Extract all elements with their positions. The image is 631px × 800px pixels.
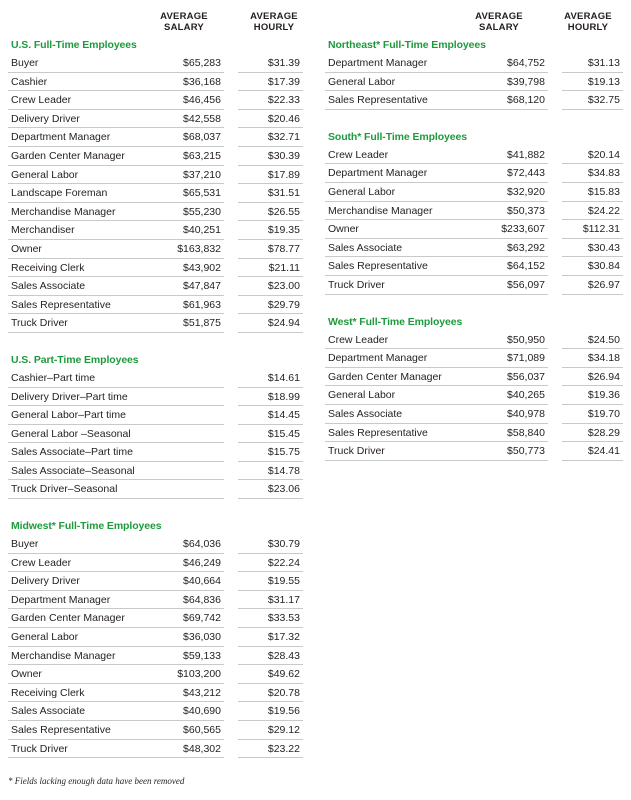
table-row	[325, 220, 623, 239]
table-row	[8, 462, 303, 481]
table-row	[325, 146, 623, 165]
table-row	[325, 239, 623, 258]
job-title-cell: Sales Representative	[325, 91, 491, 110]
midwest-table	[8, 535, 303, 758]
average-hourly-cell: $19.13	[562, 73, 623, 92]
table-row	[8, 147, 303, 166]
average-salary-cell: $64,036	[167, 535, 224, 554]
table-row	[8, 721, 303, 740]
average-hourly-cell: $21.11	[238, 259, 303, 278]
average-hourly-header: AVERAGE HOURLY	[564, 11, 612, 33]
average-salary-cell: $64,836	[167, 591, 224, 610]
job-title-cell: Truck Driver	[8, 314, 167, 333]
table-row	[8, 128, 303, 147]
average-salary-cell: $36,168	[167, 73, 224, 92]
average-salary-cell	[167, 480, 224, 499]
section-title-midwest: Midwest* Full-Time Employees	[11, 520, 162, 533]
average-hourly-cell: $15.75	[238, 443, 303, 462]
average-salary-cell	[167, 406, 224, 425]
average-hourly-cell: $15.45	[238, 425, 303, 444]
average-hourly-cell: $20.14	[562, 146, 623, 165]
us-full-time-table	[8, 54, 303, 333]
average-salary-header: AVERAGE SALARY	[160, 11, 208, 33]
job-title-cell: Receiving Clerk	[8, 684, 167, 703]
table-row	[8, 443, 303, 462]
job-title-cell: Truck Driver	[325, 276, 491, 295]
section-title-us-part-time: U.S. Part-Time Employees	[11, 353, 139, 366]
average-hourly-cell: $34.18	[562, 349, 623, 368]
average-hourly-cell: $24.50	[562, 331, 623, 350]
average-salary-cell: $36,030	[167, 628, 224, 647]
average-hourly-cell: $29.12	[238, 721, 303, 740]
west-table	[325, 331, 623, 461]
northeast-table	[325, 54, 623, 110]
table-row	[8, 554, 303, 573]
job-title-cell: Delivery Driver	[8, 110, 167, 129]
average-hourly-cell: $32.75	[562, 91, 623, 110]
average-hourly-cell: $31.51	[238, 184, 303, 203]
average-salary-cell	[167, 443, 224, 462]
table-row	[325, 164, 623, 183]
average-salary-cell: $47,847	[167, 277, 224, 296]
average-hourly-cell: $24.41	[562, 442, 623, 461]
average-hourly-cell: $30.43	[562, 239, 623, 258]
table-row	[8, 369, 303, 388]
job-title-cell: Landscape Foreman	[8, 184, 167, 203]
average-salary-cell: $37,210	[167, 166, 224, 185]
average-hourly-cell: $33.53	[238, 609, 303, 628]
average-salary-cell: $103,200	[167, 665, 224, 684]
job-title-cell: Cashier	[8, 73, 167, 92]
job-title-cell: Buyer	[8, 54, 167, 73]
average-hourly-cell: $31.13	[562, 54, 623, 73]
table-row	[8, 54, 303, 73]
table-row	[8, 684, 303, 703]
job-title-cell: Garden Center Manager	[8, 147, 167, 166]
section-title-west: West* Full-Time Employees	[328, 315, 463, 328]
table-row	[8, 314, 303, 333]
average-salary-cell: $32,920	[491, 183, 548, 202]
table-row	[8, 609, 303, 628]
table-row	[8, 110, 303, 129]
average-hourly-cell: $31.39	[238, 54, 303, 73]
job-title-cell: General Labor	[325, 183, 491, 202]
average-salary-cell	[167, 388, 224, 407]
average-hourly-cell: $22.24	[238, 554, 303, 573]
table-row	[8, 166, 303, 185]
table-row	[325, 73, 623, 92]
table-row	[8, 221, 303, 240]
average-salary-cell: $56,037	[491, 368, 548, 387]
table-row	[8, 388, 303, 407]
us-part-time-table	[8, 369, 303, 499]
table-row	[325, 331, 623, 350]
job-title-cell: Crew Leader	[325, 331, 491, 350]
job-title-cell: Receiving Clerk	[8, 259, 167, 278]
average-hourly-cell: $20.46	[238, 110, 303, 129]
average-hourly-cell: $23.22	[238, 740, 303, 759]
footnote: * Fields lacking enough data have been removed	[8, 776, 185, 786]
job-title-cell: Delivery Driver	[8, 572, 167, 591]
section-title-us-full-time: U.S. Full-Time Employees	[11, 39, 137, 51]
average-hourly-cell: $30.39	[238, 147, 303, 166]
job-title-cell: Sales Representative	[8, 721, 167, 740]
job-title-cell: Sales Associate	[8, 702, 167, 721]
average-salary-cell: $64,152	[491, 257, 548, 276]
table-row	[325, 386, 623, 405]
average-salary-cell: $68,037	[167, 128, 224, 147]
average-hourly-header: AVERAGE HOURLY	[250, 11, 298, 33]
job-title-cell: Cashier–Part time	[8, 369, 167, 388]
average-hourly-cell: $26.55	[238, 203, 303, 222]
average-salary-cell: $43,212	[167, 684, 224, 703]
job-title-cell: Garden Center Manager	[325, 368, 491, 387]
average-salary-cell: $69,742	[167, 609, 224, 628]
average-salary-cell: $46,456	[167, 91, 224, 110]
job-title-cell: Sales Representative	[8, 296, 167, 315]
table-row	[325, 91, 623, 110]
job-title-cell: Crew Leader	[8, 554, 167, 573]
average-salary-cell: $50,373	[491, 202, 548, 221]
average-salary-cell: $163,832	[167, 240, 224, 259]
table-row	[8, 296, 303, 315]
job-title-cell: Sales Associate–Seasonal	[8, 462, 167, 481]
average-salary-cell: $43,902	[167, 259, 224, 278]
job-title-cell: Buyer	[8, 535, 167, 554]
average-hourly-cell: $112.31	[562, 220, 623, 239]
average-salary-cell: $233,607	[491, 220, 548, 239]
job-title-cell: Department Manager	[8, 591, 167, 610]
table-row	[8, 535, 303, 554]
average-hourly-cell: $28.43	[238, 647, 303, 666]
table-row	[8, 480, 303, 499]
table-row	[8, 277, 303, 296]
job-title-cell: Sales Representative	[325, 424, 491, 443]
average-salary-cell: $40,251	[167, 221, 224, 240]
left-column	[8, 0, 303, 758]
average-salary-cell: $41,882	[491, 146, 548, 165]
average-salary-cell: $40,265	[491, 386, 548, 405]
average-hourly-cell: $22.33	[238, 91, 303, 110]
table-row	[8, 628, 303, 647]
job-title-cell: Department Manager	[8, 128, 167, 147]
right-column	[325, 0, 623, 461]
average-salary-cell: $65,283	[167, 54, 224, 73]
job-title-cell: Sales Representative	[325, 257, 491, 276]
table-row	[8, 647, 303, 666]
average-salary-cell: $40,664	[167, 572, 224, 591]
table-row	[8, 406, 303, 425]
table-row	[8, 259, 303, 278]
job-title-cell: General Labor	[325, 386, 491, 405]
table-row	[8, 184, 303, 203]
table-row	[325, 424, 623, 443]
job-title-cell: Truck Driver	[8, 740, 167, 759]
average-hourly-cell: $34.83	[562, 164, 623, 183]
table-row	[325, 257, 623, 276]
average-hourly-cell: $19.70	[562, 405, 623, 424]
average-hourly-cell: $78.77	[238, 240, 303, 259]
job-title-cell: Merchandise Manager	[8, 203, 167, 222]
table-row	[8, 702, 303, 721]
average-hourly-cell: $14.78	[238, 462, 303, 481]
average-salary-cell: $40,978	[491, 405, 548, 424]
average-salary-cell: $60,565	[167, 721, 224, 740]
average-salary-cell: $58,840	[491, 424, 548, 443]
average-salary-cell: $63,292	[491, 239, 548, 258]
job-title-cell: Owner	[8, 665, 167, 684]
job-title-cell: Truck Driver–Seasonal	[8, 480, 167, 499]
table-row	[325, 405, 623, 424]
average-salary-cell: $56,097	[491, 276, 548, 295]
job-title-cell: Sales Associate–Part time	[8, 443, 167, 462]
section-title-south: South* Full-Time Employees	[328, 130, 467, 143]
average-hourly-cell: $17.32	[238, 628, 303, 647]
average-salary-cell: $64,752	[491, 54, 548, 73]
average-salary-cell: $68,120	[491, 91, 548, 110]
average-hourly-cell: $20.78	[238, 684, 303, 703]
average-salary-cell: $63,215	[167, 147, 224, 166]
average-hourly-cell: $15.83	[562, 183, 623, 202]
average-hourly-cell: $19.35	[238, 221, 303, 240]
average-hourly-cell: $19.56	[238, 702, 303, 721]
average-hourly-cell: $26.94	[562, 368, 623, 387]
job-title-cell: General Labor	[325, 73, 491, 92]
job-title-cell: General Labor –Seasonal	[8, 425, 167, 444]
job-title-cell: Sales Associate	[325, 405, 491, 424]
job-title-cell: Department Manager	[325, 164, 491, 183]
table-row	[325, 183, 623, 202]
average-hourly-cell: $29.79	[238, 296, 303, 315]
average-salary-cell: $55,230	[167, 203, 224, 222]
table-row	[325, 276, 623, 295]
job-title-cell: Owner	[325, 220, 491, 239]
job-title-cell: Crew Leader	[8, 91, 167, 110]
average-salary-cell: $46,249	[167, 554, 224, 573]
job-title-cell: Department Manager	[325, 349, 491, 368]
job-title-cell: General Labor–Part time	[8, 406, 167, 425]
average-hourly-cell: $23.06	[238, 480, 303, 499]
average-salary-cell: $51,875	[167, 314, 224, 333]
average-salary-cell: $50,950	[491, 331, 548, 350]
average-salary-cell: $42,558	[167, 110, 224, 129]
average-hourly-cell: $14.45	[238, 406, 303, 425]
average-hourly-cell: $14.61	[238, 369, 303, 388]
average-hourly-cell: $17.39	[238, 73, 303, 92]
average-hourly-cell: $24.94	[238, 314, 303, 333]
table-row	[325, 442, 623, 461]
table-row	[325, 202, 623, 221]
average-hourly-cell: $30.84	[562, 257, 623, 276]
table-row	[8, 572, 303, 591]
average-hourly-cell: $30.79	[238, 535, 303, 554]
table-row	[8, 425, 303, 444]
job-title-cell: General Labor	[8, 166, 167, 185]
average-hourly-cell: $26.97	[562, 276, 623, 295]
average-hourly-cell: $19.36	[562, 386, 623, 405]
average-salary-cell: $59,133	[167, 647, 224, 666]
average-hourly-cell: $18.99	[238, 388, 303, 407]
average-salary-cell	[167, 425, 224, 444]
job-title-cell: Delivery Driver–Part time	[8, 388, 167, 407]
job-title-cell: Department Manager	[325, 54, 491, 73]
average-salary-cell: $65,531	[167, 184, 224, 203]
table-row	[8, 591, 303, 610]
average-hourly-cell: $49.62	[238, 665, 303, 684]
table-row	[325, 54, 623, 73]
job-title-cell: Crew Leader	[325, 146, 491, 165]
job-title-cell: Merchandise Manager	[8, 647, 167, 666]
job-title-cell: Merchandiser	[8, 221, 167, 240]
average-salary-cell	[167, 369, 224, 388]
average-salary-header: AVERAGE SALARY	[475, 11, 523, 33]
average-salary-cell: $72,443	[491, 164, 548, 183]
table-row	[325, 349, 623, 368]
average-hourly-cell: $32.71	[238, 128, 303, 147]
job-title-cell: Owner	[8, 240, 167, 259]
average-salary-cell	[167, 462, 224, 481]
column-headers-left	[8, 0, 303, 36]
average-salary-cell: $40,690	[167, 702, 224, 721]
job-title-cell: Sales Associate	[325, 239, 491, 258]
table-row	[8, 203, 303, 222]
average-salary-cell: $71,089	[491, 349, 548, 368]
table-row	[8, 665, 303, 684]
job-title-cell: Sales Associate	[8, 277, 167, 296]
table-row	[8, 740, 303, 759]
average-salary-cell: $61,963	[167, 296, 224, 315]
average-hourly-cell: $23.00	[238, 277, 303, 296]
section-title-northeast: Northeast* Full-Time Employees	[328, 39, 486, 51]
average-hourly-cell: $31.17	[238, 591, 303, 610]
job-title-cell: General Labor	[8, 628, 167, 647]
table-row	[8, 240, 303, 259]
column-headers-right	[325, 0, 623, 36]
average-hourly-cell: $19.55	[238, 572, 303, 591]
average-hourly-cell: $24.22	[562, 202, 623, 221]
table-row	[8, 91, 303, 110]
average-salary-cell: $48,302	[167, 740, 224, 759]
table-row	[325, 368, 623, 387]
average-hourly-cell: $17.89	[238, 166, 303, 185]
job-title-cell: Merchandise Manager	[325, 202, 491, 221]
average-salary-cell: $39,798	[491, 73, 548, 92]
average-salary-cell: $50,773	[491, 442, 548, 461]
table-row	[8, 73, 303, 92]
job-title-cell: Garden Center Manager	[8, 609, 167, 628]
average-hourly-cell: $28.29	[562, 424, 623, 443]
south-table	[325, 146, 623, 295]
job-title-cell: Truck Driver	[325, 442, 491, 461]
